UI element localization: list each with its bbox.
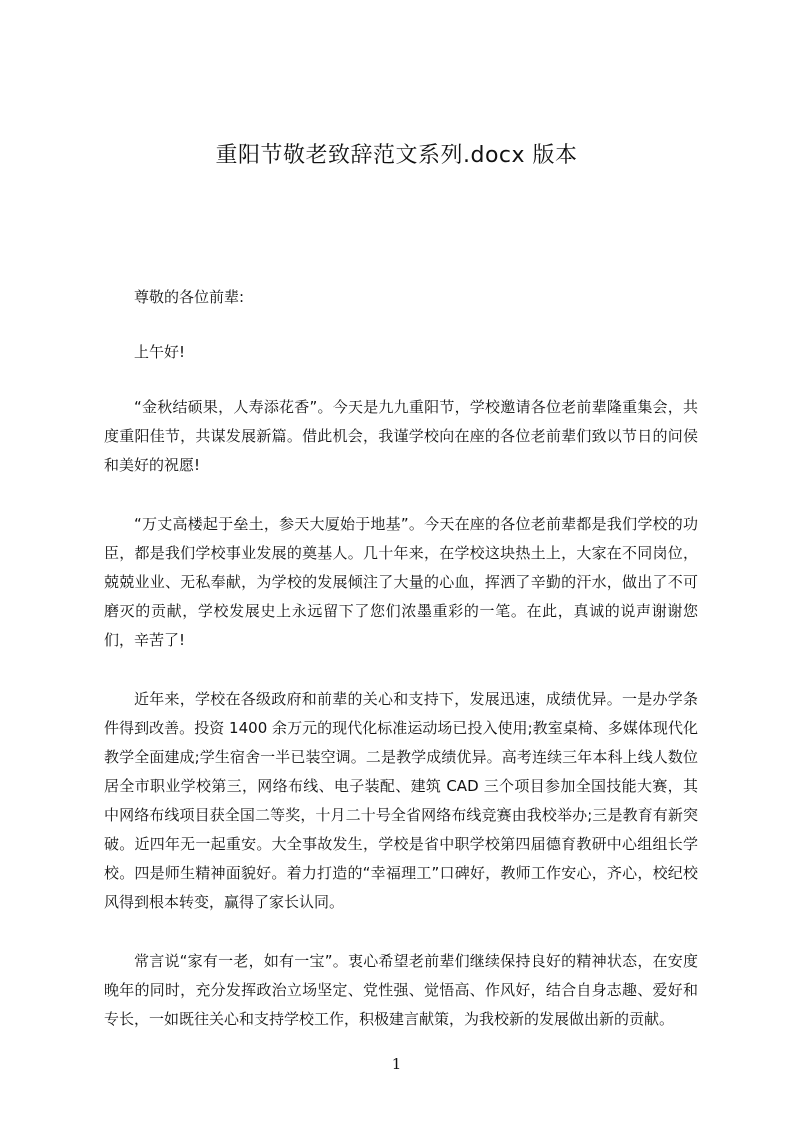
body-paragraph: “万丈高楼起于垒土，参天大厦始于地基”。今天在座的各位老前辈都是我们学校的功臣，都是我们学校事业发展的奠基人。几十年来，在学校这块热土上，大家在不同岗位，兢兢业业、无私奉献，为学校的发展倾注了大量的心血，挥洒了辛勤的汗水，做出了不可磨灭的贡献，学校发展史上永远留下了您们浓墨重彩的一笔。在此，真诚的说声谢谢您们，辛苦了!	[104, 515, 698, 649]
document-title: 重阳节敬老致辞范文系列.docx 版本	[215, 143, 578, 168]
body-paragraph: 常言说“家有一老，如有一宝”。衷心希望老前辈们继续保持良好的精神状态，在安度晚年的同时，充分发挥政治立场坚定、党性强、觉悟高、作风好，结合自身志趣、爱好和专长，一如既往关心和支持学校工作，积极建言献策，为我校新的发展做出新的贡献。	[104, 952, 698, 1028]
body-paragraph: 近年来，学校在各级政府和前辈的关心和支持下，发展迅速，成绩优异。一是办学条件得到改善。投资 1400 余万元的现代化标准运动场已投入使用;教室桌椅、多媒体现代化教学全面建成;学生宿舍一半已装空调。二是教学成绩优异。高考连续三年本科上线人数位居全市职业学校第三，网络布线、电子装配、建筑 CAD 三个项目参加全国技能大赛，其中网络布线项目获全国二等奖，十月二十号全省网络布线竞赛由我校举办;三是教育有新突破。近四年无一起重安。大全事故发生，学校是省中职学校第四届德育教研中心组组长学校。四是师生精神面貌好。着力打造的“幸福理工”口碑好，教师工作安心，齐心，校纪校风得到根本转变，赢得了家长认同。	[104, 690, 698, 911]
body-paragraph: “金秋结硕果，人寿添花香”。今天是九九重阳节，学校邀请各位老前辈隆重集会，共度重阳佳节，共谋发展新篇。借此机会，我谨学校向在座的各位老前辈们致以节日的问侯和美好的祝愿!	[104, 398, 698, 474]
salutation-paragraph: 尊敬的各位前辈:	[134, 288, 245, 306]
document-body	[104, 283, 698, 1064]
page-number: 1	[391, 1055, 402, 1073]
greeting-paragraph: 上午好!	[134, 343, 186, 361]
